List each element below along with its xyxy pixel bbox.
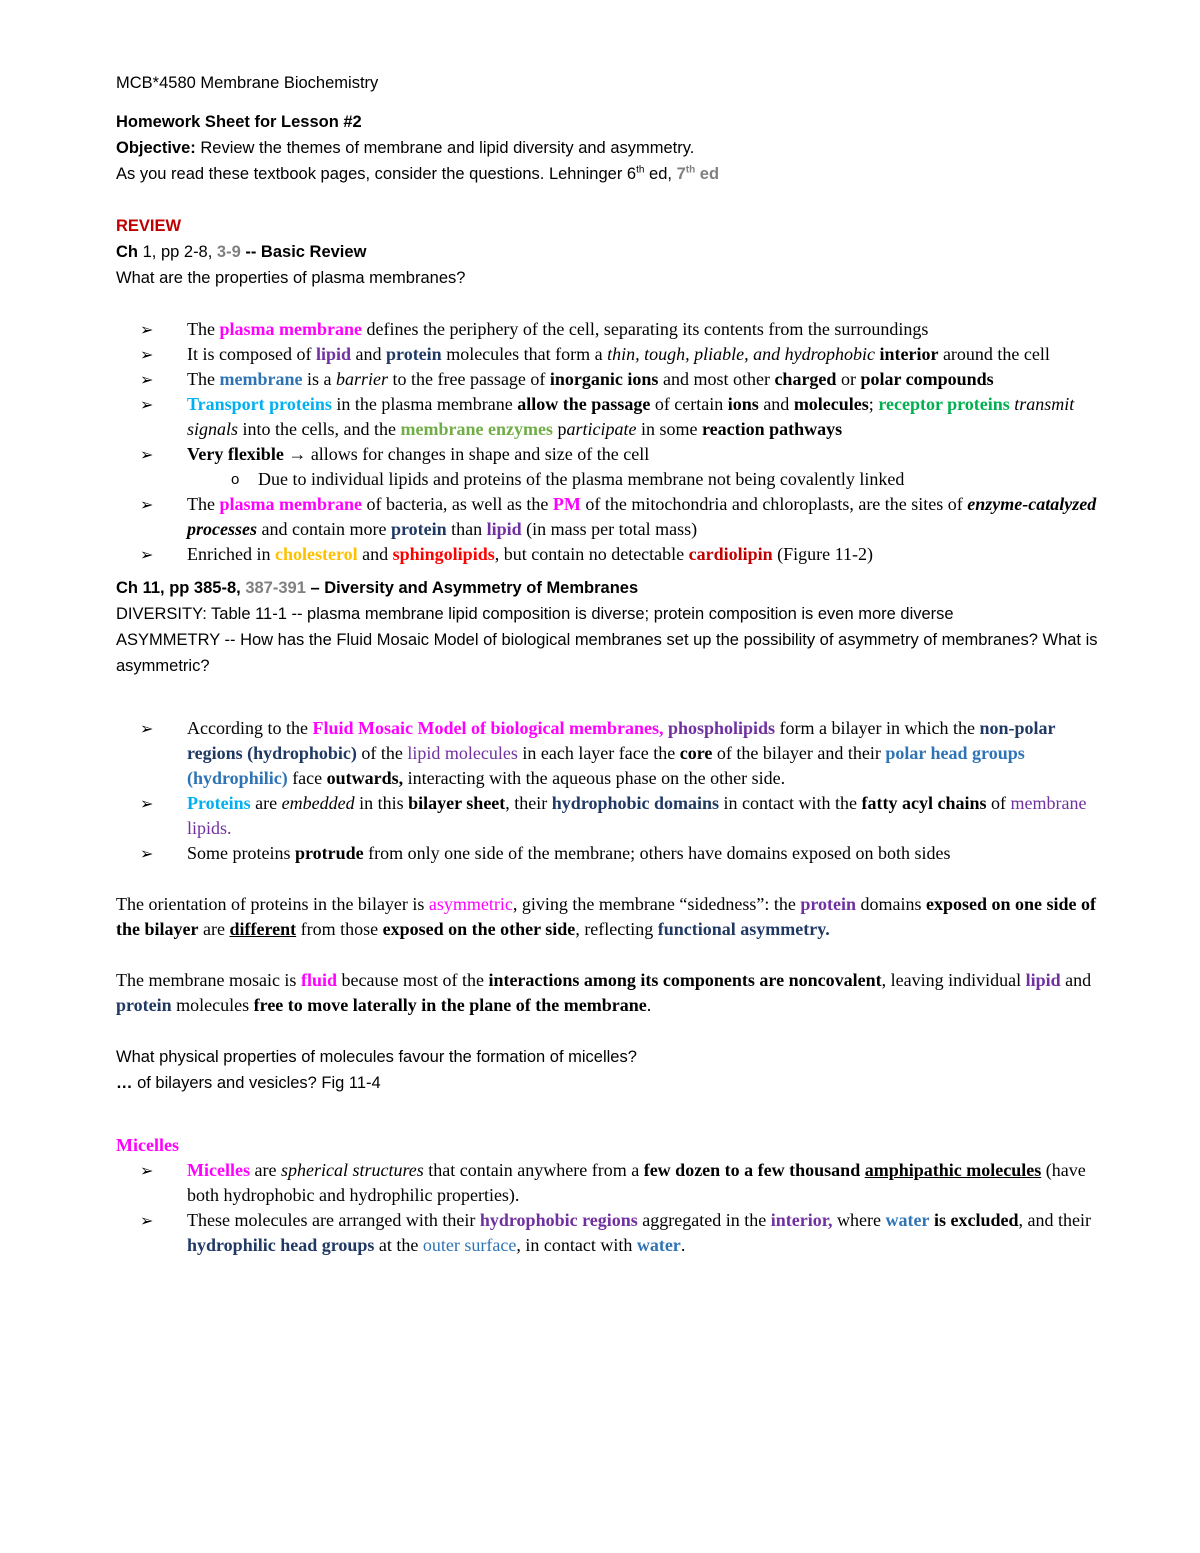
bilayers-question: … of bilayers and vesicles? Fig 11-4 — [116, 1074, 381, 1092]
arrow-bullet-icon: ➢ — [140, 495, 154, 514]
ch11-heading: Ch 11, pp 385-8, 387-391 – Diversity and Asymmetry of Membranes — [116, 579, 639, 597]
list-item: ➢ Very flexible → allows for changes in shape and size of the cell o Due to individual lipids and proteins of the plasma membrane not being covalently linked — [116, 442, 1106, 492]
asymmetry-text: ASYMMETRY -- How has the Fluid Mosaic Model of biological membranes set up the possibility of asymmetry of membranes? What is asymmetric? — [116, 631, 1098, 675]
list-item: ➢ Transport proteins in the plasma membrane allow the passage of certain ions and molecules; receptor proteins transmit signals into the cells, and the membrane enzymes participate in some reaction pathways — [140, 394, 1075, 439]
orientation-paragraph: The orientation of proteins in the bilayer is asymmetric, giving the membrane “sidedness”: the protein domains exposed on one side of the bilayer are different from those exposed on the other side, reflecting functional asymmetry. — [116, 894, 1097, 939]
arrow-bullet-icon: ➢ — [140, 794, 154, 813]
arrow-bullet-icon: ➢ — [140, 320, 154, 339]
list-item: ➢ These molecules are arranged with their hydrophobic regions aggregated in the interior, where water is excluded, and their hydrophilic head groups at the outer surface, in contact with water. — [140, 1210, 1092, 1255]
diversity-text: DIVERSITY: Table 11-1 -- plasma membrane lipid composition is diverse; protein composition is even more diverse — [116, 605, 954, 623]
list-item: ➢ Some proteins protrude from only one side of the membrane; others have domains exposed on both sides — [116, 841, 1106, 866]
review-heading: REVIEW — [116, 217, 182, 235]
review-bullet-list — [116, 317, 1106, 567]
arrow-bullet-icon: ➢ — [140, 844, 154, 863]
micelles-heading: Micelles — [116, 1135, 179, 1155]
course-title: MCB*4580 Membrane Biochemistry — [116, 74, 379, 92]
arrow-bullet-icon: ➢ — [140, 719, 154, 738]
arrow-bullet-icon: ➢ — [140, 1211, 154, 1230]
arrow-bullet-icon: ➢ — [140, 345, 154, 364]
arrow-bullet-icon: ➢ — [140, 370, 154, 389]
sub-list — [187, 467, 1106, 492]
fluid-paragraph: The membrane mosaic is fluid because most of the interactions among its components are noncovalent, leaving individual lipid and protein molecules free to move laterally in the plane of the membrane. — [116, 970, 1092, 1015]
list-item: ➢ It is composed of lipid and protein molecules that form a thin, tough, pliable, and hydrophobic interior around the cell — [116, 342, 1106, 367]
document-page — [116, 70, 1106, 1258]
review-question: What are the properties of plasma membranes? — [116, 269, 466, 287]
list-item: ➢ Micelles are spherical structures that contain anywhere from a few dozen to a few thousand amphipathic molecules (have both hydrophobic and hydrophilic properties). — [140, 1160, 1086, 1205]
circle-bullet-icon: o — [231, 471, 240, 488]
sheet-title: Homework Sheet for Lesson #2 — [116, 113, 362, 131]
sub-list-item: o Due to individual lipids and proteins of the plasma membrane not being covalently linked — [116, 467, 1106, 492]
arrow-bullet-icon: ➢ — [140, 445, 154, 464]
list-item: ➢ The plasma membrane of bacteria, as well as the PM of the mitochondria and chloroplasts, are the sites of enzyme-catalyzed processes and contain more protein than lipid (in mass per total mass) — [140, 494, 1097, 539]
micelles-bullet-list — [116, 1158, 1106, 1258]
list-item: ➢ The plasma membrane defines the periphery of the cell, separating its contents from the surroundings — [116, 317, 1106, 342]
list-item: ➢ Proteins are embedded in this bilayer sheet, their hydrophobic domains in contact with the fatty acyl chains of membrane lipids. — [140, 793, 1087, 838]
ch1-heading: Ch 1, pp 2-8, 3-9 -- Basic Review — [116, 243, 367, 261]
arrow-bullet-icon: ➢ — [140, 545, 154, 564]
list-item: ➢ According to the Fluid Mosaic Model of biological membranes, phospholipids form a bilayer in which the non-polar regions (hydrophobic) of the lipid molecules in each layer face the core of the bilayer and their polar head groups (hydrophilic) face outwards, interacting with the aqueous phase on the other side. — [140, 718, 1056, 788]
list-item: ➢ Enriched in cholesterol and sphingolipids, but contain no detectable cardiolipin (Figure 11-2) — [116, 542, 1106, 567]
arrow-bullet-icon: ➢ — [140, 395, 154, 414]
reading-instructions: As you read these textbook pages, consider the questions. Lehninger 6th ed, 7th ed — [116, 164, 720, 183]
objective: Objective: Review the themes of membrane and lipid diversity and asymmetry. — [116, 139, 695, 157]
arrow-bullet-icon: ➢ — [140, 1161, 154, 1180]
ch11-bullet-list — [116, 716, 1106, 866]
micelles-question: What physical properties of molecules favour the formation of micelles? — [116, 1048, 637, 1066]
list-item: ➢ The membrane is a barrier to the free passage of inorganic ions and most other charged or polar compounds — [116, 367, 1106, 392]
